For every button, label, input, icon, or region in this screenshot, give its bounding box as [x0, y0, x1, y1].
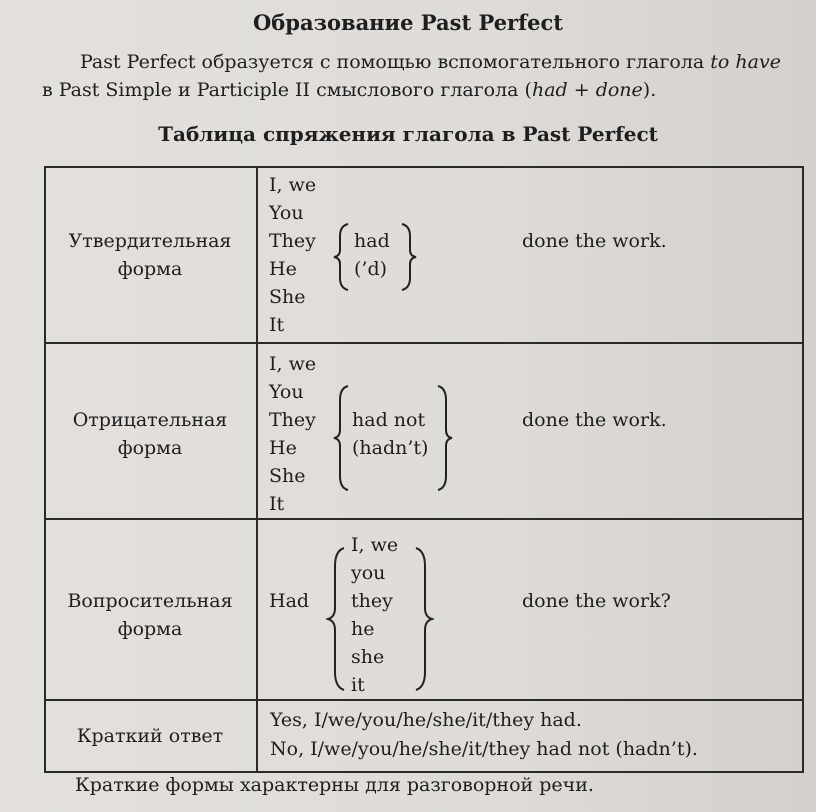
tail-question: done the work? — [522, 590, 671, 612]
aux-negative: had not (hadn’t) — [352, 409, 429, 459]
footnote: Краткие формы характерны для разговорной речи. — [75, 774, 594, 796]
row-divider-2 — [44, 518, 804, 520]
right-brace-icon — [436, 384, 454, 492]
aux-affirmative: had (’d) — [354, 230, 390, 280]
intro-paragraph — [42, 48, 797, 104]
page-title: Образование Past Perfect — [252, 10, 564, 35]
pronoun-list-negative: I, we You They He She It — [269, 353, 317, 515]
row-label-negative: Отрицательная форма — [72, 409, 228, 459]
row-label-short-answer: Краткий ответ — [76, 725, 224, 747]
table-title: Таблица спряжения глагола в Past Perfect — [158, 122, 658, 146]
intro-text-2: в Past Simple и Participle II смыслового глагола ( — [42, 79, 532, 101]
table-border-top — [44, 166, 804, 168]
intro-text-3: ). — [642, 79, 657, 101]
tail-negative: done the work. — [522, 409, 667, 431]
row-divider-3 — [44, 699, 804, 701]
column-divider — [256, 166, 258, 773]
short-answer-yes: Yes, I/we/you/he/she/it/they had. — [270, 709, 582, 731]
pronoun-list-question: I, we you they he she it — [351, 534, 399, 696]
tail-affirmative: done the work. — [522, 230, 667, 252]
table-border-right — [802, 166, 804, 773]
short-answer-no: No, I/we/you/he/she/it/they had not (hadn’t). — [270, 738, 698, 760]
right-brace-icon — [400, 222, 418, 292]
left-brace-icon — [332, 384, 350, 492]
pronoun-list-affirmative: I, we You They He She It — [269, 174, 317, 336]
conjugation-table — [44, 166, 804, 773]
row-divider-1 — [44, 342, 804, 344]
left-brace-icon — [332, 222, 350, 292]
row-label-affirmative: Утвердительная форма — [68, 230, 232, 280]
intro-to-have: to have — [710, 51, 781, 73]
intro-formula: had + done — [531, 79, 643, 101]
row-label-question: Вопросительная форма — [67, 590, 233, 640]
intro-text-1: Past Perfect образуется с помощью вспомогательного глагола — [80, 51, 711, 73]
left-brace-icon — [326, 546, 346, 692]
right-brace-icon — [414, 546, 434, 692]
aux-question: Had — [269, 590, 310, 612]
